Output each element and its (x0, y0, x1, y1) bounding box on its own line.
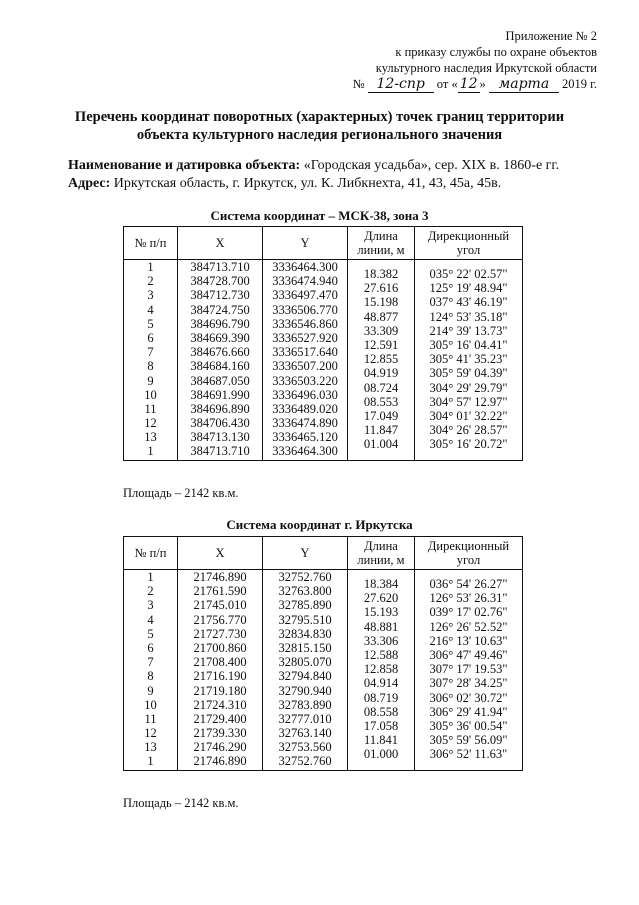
table2-segments-len-cell: 04.914 (363, 676, 399, 691)
table2-segments-ang-cell: 126° 53' 26.31" (429, 591, 508, 606)
table2-segments-ang-cell: 306° 47' 49.46" (429, 647, 508, 662)
table2-header-row (124, 537, 523, 570)
object-name-line (68, 157, 559, 175)
table2-points-x-cell: 21746.890 (193, 570, 247, 584)
table2-num-col (124, 570, 178, 771)
table1-segments-ang-cell: 035° 22' 02.57" (429, 267, 508, 281)
order-number-label: № (352, 77, 365, 91)
header-angle-2: угол (456, 553, 481, 567)
table1-points-y-cell: 3336507.200 (272, 359, 338, 374)
table2-points-x-cell: 21708.400 (193, 655, 247, 670)
table1-segments-len-cell: 48.877 (363, 309, 399, 324)
object-address-line (68, 175, 559, 193)
appendix-line-1: Приложение № 2 (505, 29, 597, 43)
header-length-1: Длина (364, 229, 398, 243)
table2-points-y-cell: 32815.150 (278, 640, 332, 655)
table1-segments-len-cell: 18.382 (363, 267, 399, 281)
table1-segments-ang-cell: 304° 26' 28.57" (429, 423, 508, 438)
table1-segments-len-cell: 33.309 (363, 323, 399, 338)
table1-points-x-cell: 384724.750 (190, 302, 250, 317)
table1-points-x-cell: 384713.130 (190, 430, 250, 445)
table1-points-n-cell: 9 (147, 373, 154, 388)
table1-points-x-cell: 384706.430 (190, 416, 250, 431)
table2-segments-len-cell: 17.058 (363, 718, 399, 733)
table2-points-x-cell: 21727.730 (193, 626, 247, 641)
table2-points-x-cell: 21739.330 (193, 726, 247, 741)
table2-points-x-cell: 21756.770 (193, 612, 247, 627)
header-x: X (178, 537, 263, 570)
table1-segments-len-cell: 08.553 (363, 394, 399, 409)
table2-segments-ang-cell: 039° 17' 02.76" (429, 605, 508, 620)
table2-points-n-cell: 11 (144, 711, 157, 726)
table1-points-y-cell: 3336464.300 (272, 444, 338, 459)
table2-points-y-cell: 32752.760 (278, 754, 332, 769)
table2-points-x-cell: 21719.180 (193, 683, 247, 698)
table1-points-x-cell: 384712.730 (190, 288, 250, 303)
table2-segments-len-cell: 48.881 (363, 619, 399, 634)
header-angle-2: угол (456, 243, 481, 257)
appendix-block (353, 28, 597, 93)
table2-segments-ang-cell: 036° 54' 26.27" (429, 577, 508, 591)
table1-points-x-cell: 384713.710 (190, 260, 250, 274)
table1-segments-len-cell: 08.724 (363, 380, 399, 395)
table1-segments-ang-cell: 305° 41' 35.23" (429, 352, 508, 367)
object-address-label: Адрес: (68, 176, 111, 191)
table2-segments-ang-cell: 306° 02' 30.72" (429, 690, 508, 705)
table2-segments-len-cell: 01.000 (363, 747, 399, 762)
table2-segments-ang-cell: 305° 59' 56.09" (429, 733, 508, 748)
table2-points-n-cell: 6 (147, 640, 154, 655)
order-month-handwritten: марта (489, 76, 559, 93)
header-length-2: линии, м (357, 553, 405, 567)
table1-points-y-cell: 3336497.470 (272, 288, 338, 303)
table2-points-y-cell: 32763.140 (278, 726, 332, 741)
coordinates-table-irkutsk (123, 536, 523, 771)
table2-points-n-cell: 7 (147, 655, 154, 670)
coordinates-table-msk38 (123, 226, 523, 461)
table1-segments-ang-cell: 305° 16' 20.72" (429, 437, 508, 452)
table2-angle-stack (415, 570, 522, 762)
table1-points-x-cell: 384696.890 (190, 401, 250, 416)
table1-points-n-cell: 4 (147, 302, 154, 317)
table1-points-x-cell: 384669.390 (190, 330, 250, 345)
table1-points-y-cell: 3336506.770 (272, 302, 338, 317)
table1-x-col (178, 260, 263, 461)
table2-points-n-cell: 13 (144, 740, 157, 755)
table1-segments-ang-cell: 214° 39' 13.73" (429, 323, 508, 338)
header-length-2: линии, м (357, 243, 405, 257)
table2-length-stack (348, 570, 414, 762)
table2-points-y-cell: 32790.940 (278, 683, 332, 698)
table2-segments-len-cell: 08.558 (363, 704, 399, 719)
table1-segments-ang-cell: 304° 57' 12.97" (429, 394, 508, 409)
table2-segments-ang-cell: 216° 13' 10.63" (429, 633, 508, 648)
table1-points-n-cell: 8 (147, 359, 154, 374)
table1-length-stack (348, 260, 414, 452)
header-num: № п/п (124, 537, 178, 570)
table1-points-n-cell: 10 (144, 387, 157, 402)
table2-points-x-cell: 21729.400 (193, 711, 247, 726)
table2-segments-len-cell: 12.858 (363, 662, 399, 677)
table1-segments-len-cell: 11.847 (364, 423, 398, 438)
table2-segments-len-cell: 33.306 (363, 633, 399, 648)
table1-points-n-cell: 2 (147, 274, 154, 289)
table2-points-y-cell: 32752.760 (278, 570, 332, 584)
table1-area: Площадь – 2142 кв.м. (123, 486, 239, 500)
document-title (0, 108, 639, 144)
table1-points-x-cell: 384713.710 (190, 444, 250, 459)
table1-segments-len-cell: 12.855 (363, 352, 399, 367)
table2-segments-len-cell: 11.841 (364, 733, 398, 748)
table2-title: Система координат г. Иркутска (226, 517, 413, 532)
table2-points-n-cell: 9 (147, 683, 154, 698)
table2-segments-ang-cell: 307° 17' 19.53" (429, 662, 508, 677)
table1-points-x-cell: 384696.790 (190, 316, 250, 331)
table1-body-row (124, 260, 523, 461)
table1-points-x-cell: 384687.050 (190, 373, 250, 388)
table1-header-row (124, 227, 523, 260)
table2-segments-len-cell: 08.719 (363, 690, 399, 705)
table2-points-n-cell: 12 (144, 726, 157, 741)
table1-y-col (263, 260, 348, 461)
appendix-order-line: № 12-спр от « 12 » марта 2019 г. (352, 76, 597, 92)
table1-segments-ang-cell: 124° 53' 35.18" (429, 309, 508, 324)
table2-y-col (263, 570, 348, 771)
table1-angle-stack (415, 260, 522, 452)
table2-points-y-cell: 32794.840 (278, 669, 332, 684)
table2-points-n-cell: 8 (147, 669, 154, 684)
table2-x-stack (178, 570, 262, 770)
table1-points-y-cell: 3336503.220 (272, 373, 338, 388)
table2-points-n-cell: 4 (147, 612, 154, 627)
table1-title: Система координат – МСК-38, зона 3 (210, 208, 429, 223)
table2-area: Площадь – 2142 кв.м. (123, 796, 239, 810)
table1-segments-ang-cell: 125° 19' 48.94" (429, 281, 508, 296)
table2-segments-len-cell: 18.384 (363, 577, 399, 591)
table1-num-stack (124, 260, 177, 460)
table1-segments-len-cell: 17.049 (363, 408, 399, 423)
table1-angle-col (415, 260, 523, 461)
table2-segments-ang-cell: 306° 29' 41.94" (429, 704, 508, 719)
table2-segments-len-cell: 15.193 (363, 605, 399, 620)
header-length (348, 227, 415, 260)
table1-points-y-cell: 3336474.940 (272, 274, 338, 289)
table2-points-y-cell: 32785.890 (278, 598, 332, 613)
table2-points-x-cell: 21716.190 (193, 669, 247, 684)
table2-segments-ang-cell: 307° 28' 34.25" (429, 676, 508, 691)
table1-points-y-cell: 3336474.890 (272, 416, 338, 431)
table2-points-n-cell: 1 (147, 754, 154, 769)
header-angle-1: Дирекционный (427, 229, 510, 243)
table2-points-y-cell: 32783.890 (278, 697, 332, 712)
table2-points-x-cell: 21745.010 (193, 598, 247, 613)
table2-x-col (178, 570, 263, 771)
order-year: 2019 г. (562, 77, 597, 91)
title-line-1: Перечень координат поворотных (характерных) точек границ территории (74, 109, 565, 125)
table2-segments-ang-cell: 126° 26' 52.52" (429, 619, 508, 634)
table2-points-y-cell: 32795.510 (278, 612, 332, 627)
table1-points-n-cell: 11 (144, 401, 157, 416)
table2-points-x-cell: 21746.890 (193, 754, 247, 769)
table1-points-y-cell: 3336489.020 (272, 401, 338, 416)
table2-points-n-cell: 5 (147, 626, 154, 641)
table1-segments-len-cell: 12.591 (363, 337, 399, 352)
table1-points-n-cell: 12 (144, 416, 157, 431)
table1-segments-ang-cell: 037° 43' 46.19" (429, 295, 508, 310)
table1-x-stack (178, 260, 262, 460)
table2-segments-ang-cell: 306° 52' 11.63" (429, 747, 508, 762)
table2-num-stack (124, 570, 177, 770)
table1-points-y-cell: 3336546.860 (272, 316, 338, 331)
table1-segments-ang-cell: 305° 16' 04.41" (429, 337, 508, 352)
table1-points-y-cell: 3336496.030 (272, 387, 338, 402)
table1-points-n-cell: 13 (144, 430, 157, 445)
header-y: Y (263, 227, 348, 260)
header-angle (415, 227, 523, 260)
table2-points-x-cell: 21724.310 (193, 697, 247, 712)
table1-points-y-cell: 3336465.120 (272, 430, 338, 445)
object-info (68, 157, 559, 193)
table2-points-y-cell: 32805.070 (278, 655, 332, 670)
table1-y-stack (263, 260, 347, 460)
header-y: Y (263, 537, 348, 570)
order-day-handwritten: 12 (459, 76, 478, 92)
table2-points-x-cell: 21746.290 (193, 740, 247, 755)
table2-points-n-cell: 10 (144, 697, 157, 712)
object-address-value: Иркутская область, г. Иркутск, ул. К. Либкнехта, 41, 43, 45а, 45в. (113, 176, 502, 191)
table1-points-y-cell: 3336517.640 (272, 345, 338, 360)
table2-segments-len-cell: 27.620 (363, 591, 399, 606)
table2-points-y-cell: 32834.830 (278, 626, 332, 641)
table1-segments-ang-cell: 304° 01' 32.22" (429, 408, 508, 423)
appendix-line-3: культурного наследия Иркутской области (375, 61, 597, 75)
table1-points-n-cell: 3 (147, 288, 154, 303)
table1-segments-ang-cell: 305° 59' 04.39" (429, 366, 508, 381)
table2-points-y-cell: 32763.800 (278, 584, 332, 599)
order-from-label: от « (436, 77, 458, 91)
table2-points-y-cell: 32753.560 (278, 740, 332, 755)
table1-segments-len-cell: 15.198 (363, 295, 399, 310)
table2-segments-len-cell: 12.588 (363, 647, 399, 662)
order-number-handwritten: 12-спр (368, 76, 434, 93)
header-angle (415, 537, 523, 570)
table1-segments-len-cell: 04.919 (363, 366, 399, 381)
header-x: X (178, 227, 263, 260)
object-name-value: «Городская усадьба», сер. XIX в. 1860-е гг. (303, 158, 560, 173)
table2-points-n-cell: 2 (147, 584, 154, 599)
table2-points-y-cell: 32777.010 (278, 711, 332, 726)
table1-segments-len-cell: 01.004 (363, 437, 399, 452)
header-angle-1: Дирекционный (427, 539, 510, 553)
table1-length-col (348, 260, 415, 461)
table2-points-n-cell: 1 (147, 570, 154, 584)
table1-points-n-cell: 7 (147, 345, 154, 360)
table2-points-x-cell: 21700.860 (193, 640, 247, 655)
header-length (348, 537, 415, 570)
table1-points-n-cell: 5 (147, 316, 154, 331)
header-length-1: Длина (364, 539, 398, 553)
table1-points-x-cell: 384728.700 (190, 274, 250, 289)
table2-body-row (124, 570, 523, 771)
table1-points-x-cell: 384691.990 (190, 387, 250, 402)
table2-points-x-cell: 21761.590 (193, 584, 247, 599)
table2-angle-col (415, 570, 523, 771)
appendix-line-2: к приказу службы по охране объектов (395, 45, 597, 59)
title-line-2: объекта культурного наследия регионального значения (136, 127, 503, 143)
table1-points-x-cell: 384676.660 (190, 345, 250, 360)
table2-length-col (348, 570, 415, 771)
table1-segments-ang-cell: 304° 29' 29.79" (429, 380, 508, 395)
table1-points-n-cell: 1 (147, 444, 154, 459)
header-num: № п/п (124, 227, 178, 260)
table2-segments-ang-cell: 305° 36' 00.54" (429, 718, 508, 733)
object-name-label: Наименование и датировка объекта: (68, 158, 301, 173)
table1-points-x-cell: 384684.160 (190, 359, 250, 374)
table1-points-y-cell: 3336527.920 (272, 330, 338, 345)
table1-points-n-cell: 6 (147, 330, 154, 345)
table1-segments-len-cell: 27.616 (363, 281, 399, 296)
table1-points-y-cell: 3336464.300 (272, 260, 338, 274)
table1-num-col (124, 260, 178, 461)
table1-points-n-cell: 1 (147, 260, 154, 274)
table2-points-n-cell: 3 (147, 598, 154, 613)
table2-y-stack (263, 570, 347, 770)
